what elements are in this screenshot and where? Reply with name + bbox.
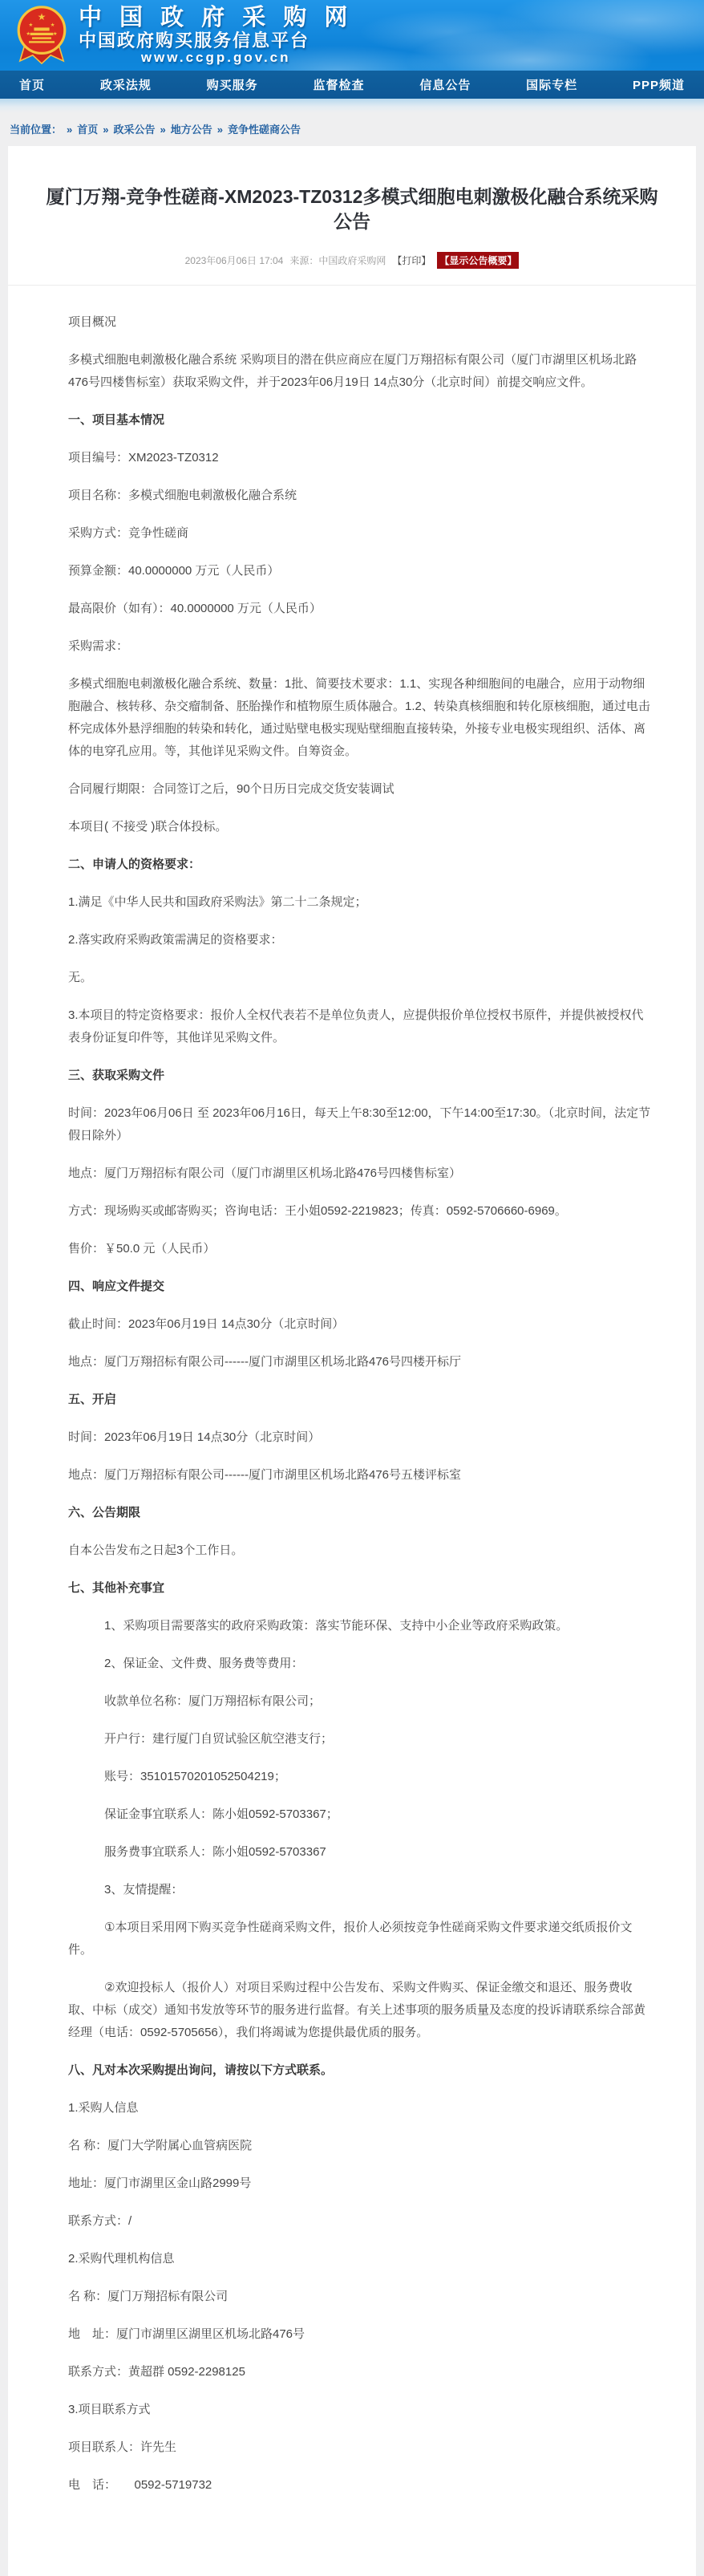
breadcrumb-prefix: 当前位置： xyxy=(10,124,63,136)
article-paragraph: 预算金额：40.0000000 万元（人民币） xyxy=(68,564,280,578)
article-paragraph: 五、开启 xyxy=(68,1393,117,1407)
article-paragraph: 时间：2023年06月06日 至 2023年06月16日，每天上午8:30至12:00，下午14:00至17:30。（北京时间，法定节假日除外） xyxy=(68,1106,651,1143)
print-button[interactable]: 【打印】 xyxy=(392,255,431,267)
article-body xyxy=(8,286,696,2576)
site-logo[interactable] xyxy=(0,2,353,68)
article-paragraph: 最高限价（如有）：40.0000000 万元（人民币） xyxy=(68,602,322,616)
show-summary-button[interactable]: 【显示公告概要】 xyxy=(437,252,519,269)
article-meta xyxy=(40,252,664,269)
article-paragraph: 三、获取采购文件 xyxy=(68,1069,165,1083)
nav-item[interactable]: PPP频道 xyxy=(632,79,685,92)
article-paragraph: 无。 xyxy=(68,971,93,985)
article-paragraph: 本项目( 不接受 )联合体投标。 xyxy=(68,820,228,834)
article-paragraph: 地点：厦门万翔招标有限公司（厦门市湖里区机场北路476号四楼售标室） xyxy=(68,1166,462,1181)
breadcrumb-link[interactable]: 地方公告 xyxy=(170,124,212,136)
article-paragraph: 2.落实政府采购政策需满足的资格要求： xyxy=(68,933,283,947)
svg-text:★: ★ xyxy=(52,31,58,37)
article-paragraph: 联系方式：/ xyxy=(68,2214,132,2229)
main-nav xyxy=(0,71,704,99)
svg-text:★: ★ xyxy=(37,10,47,22)
article-paragraph: 3、友情提醒： xyxy=(104,1883,184,1897)
article-paragraph: 服务费事宜联系人：陈小姐0592-5703367 xyxy=(104,1845,326,1860)
article-paragraph: 七、其他补充事宜 xyxy=(68,1581,165,1596)
article-paragraph: 电 话： 0592-5719732 xyxy=(68,2478,212,2493)
breadcrumb-separator: » xyxy=(67,124,73,136)
article-paragraph: 项目概况 xyxy=(68,315,117,330)
nav-item[interactable]: 政采法规 xyxy=(99,79,152,92)
breadcrumb-items xyxy=(62,124,301,136)
nav-item[interactable]: 国际专栏 xyxy=(526,79,578,92)
nav-item[interactable]: 信息公告 xyxy=(419,79,471,92)
publish-time: 2023年06月06日 17:04 xyxy=(184,255,284,267)
article-paragraph: 地点：厦门万翔招标有限公司------厦门市湖里区机场北路476号四楼开标厅 xyxy=(68,1355,462,1369)
article-paragraph: 2.采购代理机构信息 xyxy=(68,2252,175,2266)
breadcrumb-link[interactable]: 竞争性磋商公告 xyxy=(228,124,301,136)
nav-fade-strip xyxy=(0,99,704,113)
page-title: 厦门万翔-竞争性磋商-XM2023-TZ0312多模式细胞电刺激极化融合系统采购公告 xyxy=(46,186,658,233)
article-paragraph: 1.采购人信息 xyxy=(68,2101,139,2116)
article-paragraph: 账号：35101570201052504219； xyxy=(104,1770,286,1784)
article-paragraph: 2、保证金、文件费、服务费等费用： xyxy=(104,1657,304,1671)
breadcrumb-link[interactable]: 首页 xyxy=(77,124,99,136)
article-paragraph: 合同履行期限：合同签订之后，90个日历日完成交货安装调试 xyxy=(68,782,394,797)
article-paragraph: 方式：现场购买或邮寄购买；咨询电话：王小姐0592-2219823；传真：0592-5706660-6969。 xyxy=(68,1204,567,1219)
article-source: 来源：中国政府采购网 xyxy=(289,255,386,267)
article-paragraph: 项目名称：多模式细胞电刺激极化融合系统 xyxy=(68,489,297,503)
site-name: 中 国 政 府 采 购 网 xyxy=(79,4,354,30)
content-box xyxy=(8,146,696,2576)
article-paragraph: ②欢迎投标人（报价人）对项目采购过程中公告发布、采购文件购买、保证金缴交和退还、服务费收取、中标（成交）通知书发放等环节的服务进行监督。有关上述事项的服务质量及态度的投诉请联系综合部黄经理（电话：0592-5705656），我们将竭诚为您提供最优质的服务。 xyxy=(68,1981,646,2040)
article-paragraph: 多模式细胞电刺激极化融合系统、数量：1批、简要技术要求：1.1、实现各种细胞间的电融合，应用于动物细胞融合、核转移、杂交瘤制备、胚胎操作和植物原生质体融合。1.2、转染真核细胞和转化原核细胞，通过电击杯完成体外悬浮细胞的转染和转化，通过贴壁电极实现贴壁细胞直接转染，外接专业电极实现组织、活体、离体的电穿孔应用。等，其他详见采购文件。自筹资金。 xyxy=(68,677,650,759)
nav-item[interactable]: 监督检查 xyxy=(313,79,365,92)
article-paragraph: 项目联系人：许先生 xyxy=(68,2440,177,2455)
article-paragraph: 八、凡对本次采购提出询问，请按以下方式联系。 xyxy=(68,2063,334,2078)
breadcrumb-link[interactable]: 政采公告 xyxy=(113,124,156,136)
article-paragraph: 开户行：建行厦门自贸试验区航空港支行； xyxy=(104,1732,334,1746)
article-paragraph: 截止时间：2023年06月19日 14点30分（北京时间） xyxy=(68,1317,345,1332)
article-paragraph: 多模式细胞电刺激极化融合系统 采购项目的潜在供应商应在厦门万翔招标有限公司（厦门市湖里区机场北路476号四楼售标室）获取采购文件，并于2023年06月19日 14点30分（北京时间）前提交响应文件。 xyxy=(68,353,637,390)
svg-text:★: ★ xyxy=(50,22,55,28)
article-paragraph: 地 址：厦门市湖里区湖里区机场北路476号 xyxy=(68,2327,305,2342)
article-paragraph: ①本项目采用网下购买竞争性磋商采购文件，报价人必须按竞争性磋商采购文件要求递交纸质报价文件。 xyxy=(68,1921,633,1957)
national-emblem-icon xyxy=(13,2,71,68)
breadcrumb-separator: » xyxy=(216,124,223,136)
article-paragraph: 六、公告期限 xyxy=(68,1506,141,1520)
article-paragraph: 联系方式：黄超群 0592-2298125 xyxy=(68,2365,245,2379)
breadcrumb xyxy=(0,113,704,143)
article-paragraph: 3.本项目的特定资格要求：报价人全权代表若不是单位负责人，应提供报价单位授权书原件，并提供被授权代表身份证复印件等，其他详见采购文件。 xyxy=(68,1008,644,1045)
nav-item[interactable]: 首页 xyxy=(19,79,46,92)
article-paragraph: 收款单位名称：厦门万翔招标有限公司； xyxy=(104,1694,322,1709)
nav-item[interactable]: 购买服务 xyxy=(206,79,258,92)
article-paragraph: 售价：￥50.0 元（人民币） xyxy=(68,1242,216,1256)
article-paragraph: 地点：厦门万翔招标有限公司------厦门市湖里区机场北路476号五楼评标室 xyxy=(68,1468,462,1483)
article-header xyxy=(8,146,696,286)
article-paragraph: 保证金事宜联系人：陈小姐0592-5703367； xyxy=(104,1807,338,1822)
article-paragraph: 1.满足《中华人民共和国政府采购法》第二十二条规定； xyxy=(68,895,367,910)
article-paragraph: 四、响应文件提交 xyxy=(68,1280,165,1294)
article-paragraph: 时间：2023年06月19日 14点30分（北京时间） xyxy=(68,1430,321,1445)
svg-text:★: ★ xyxy=(28,22,34,28)
breadcrumb-separator: » xyxy=(103,124,109,136)
article-paragraph: 名 称：厦门大学附属心血管病医院 xyxy=(68,2139,253,2153)
svg-text:★: ★ xyxy=(26,31,31,37)
site-title-block xyxy=(79,6,353,65)
article-paragraph: 采购方式：竞争性磋商 xyxy=(68,526,189,541)
article-paragraph: 1、采购项目需要落实的政府采购政策：落实节能环保、支持中小企业等政府采购政策。 xyxy=(104,1619,568,1633)
article-paragraph: 地址：厦门市湖里区金山路2999号 xyxy=(68,2176,252,2191)
article-paragraph: 自本公告发布之日起3个工作日。 xyxy=(68,1544,244,1558)
article-paragraph: 名 称：厦门万翔招标有限公司 xyxy=(68,2290,229,2304)
article-paragraph: 一、项目基本情况 xyxy=(68,413,165,428)
article-paragraph: 项目编号：XM2023-TZ0312 xyxy=(68,451,219,465)
article-paragraph: 3.项目联系方式 xyxy=(68,2403,151,2417)
article-paragraph: 二、申请人的资格要求： xyxy=(68,858,201,872)
site-url: www.ccgp.gov.cn xyxy=(140,50,291,66)
article-paragraph: 采购需求： xyxy=(68,639,129,654)
site-subtitle: 中国政府购买服务信息平台 xyxy=(79,30,310,51)
site-header xyxy=(0,0,704,71)
breadcrumb-separator: » xyxy=(160,124,166,136)
